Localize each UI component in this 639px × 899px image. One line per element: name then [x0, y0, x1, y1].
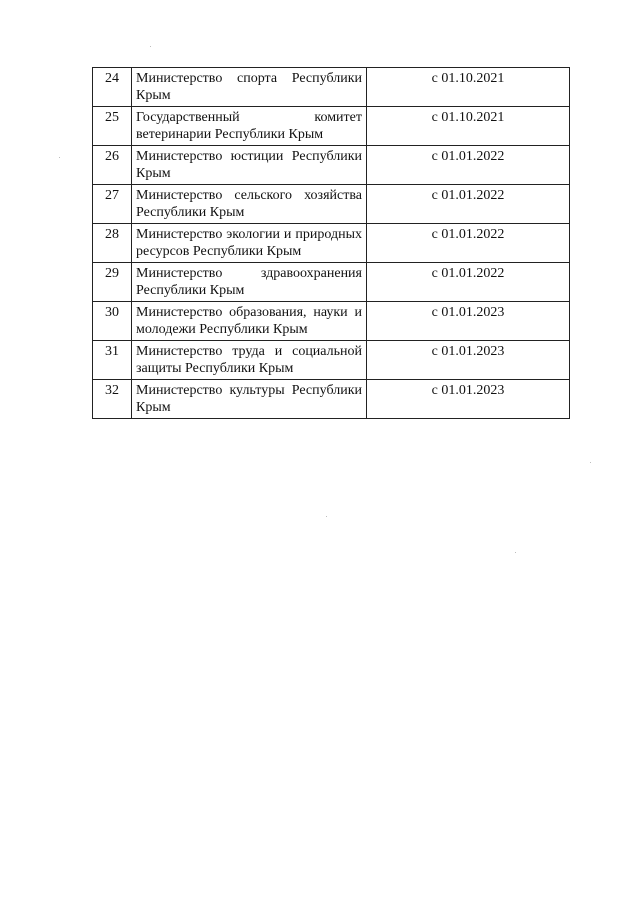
- agency-name: Министерство труда и социальной защиты Республики Крым: [132, 341, 367, 380]
- table-row: [93, 380, 570, 419]
- table-row: [93, 68, 570, 107]
- table-row: [93, 107, 570, 146]
- agency-name: Министерство сельского хозяйства Республики Крым: [132, 185, 367, 224]
- effective-date: с 01.10.2021: [367, 107, 570, 146]
- table-row: [93, 146, 570, 185]
- effective-date: с 01.01.2023: [367, 380, 570, 419]
- agency-name: Министерство спорта Республики Крым: [132, 68, 367, 107]
- agency-name: Министерство юстиции Республики Крым: [132, 146, 367, 185]
- row-number: 31: [93, 341, 132, 380]
- scan-speck: [515, 552, 516, 553]
- row-number: 32: [93, 380, 132, 419]
- agencies-table: [92, 67, 570, 419]
- agency-name: Министерство экологии и природных ресурсов Республики Крым: [132, 224, 367, 263]
- row-number: 24: [93, 68, 132, 107]
- agency-name: Министерство образования, науки и молодежи Республики Крым: [132, 302, 367, 341]
- row-number: 29: [93, 263, 132, 302]
- effective-date: с 01.01.2022: [367, 146, 570, 185]
- scan-speck: [590, 462, 591, 463]
- scan-speck: [150, 46, 151, 47]
- effective-date: с 01.01.2022: [367, 224, 570, 263]
- row-number: 26: [93, 146, 132, 185]
- row-number: 27: [93, 185, 132, 224]
- effective-date: с 01.10.2021: [367, 68, 570, 107]
- table-row: [93, 224, 570, 263]
- agency-name: Министерство культуры Республики Крым: [132, 380, 367, 419]
- agency-name: Государственный комитет ветеринарии Республики Крым: [132, 107, 367, 146]
- table-row: [93, 341, 570, 380]
- row-number: 30: [93, 302, 132, 341]
- scan-speck: [59, 157, 60, 158]
- table-row: [93, 302, 570, 341]
- row-number: 25: [93, 107, 132, 146]
- effective-date: с 01.01.2022: [367, 263, 570, 302]
- row-number: 28: [93, 224, 132, 263]
- table-row: [93, 263, 570, 302]
- table-row: [93, 185, 570, 224]
- scan-speck: [326, 516, 327, 517]
- effective-date: с 01.01.2022: [367, 185, 570, 224]
- effective-date: с 01.01.2023: [367, 341, 570, 380]
- agency-name: Министерство здравоохранения Республики Крым: [132, 263, 367, 302]
- effective-date: с 01.01.2023: [367, 302, 570, 341]
